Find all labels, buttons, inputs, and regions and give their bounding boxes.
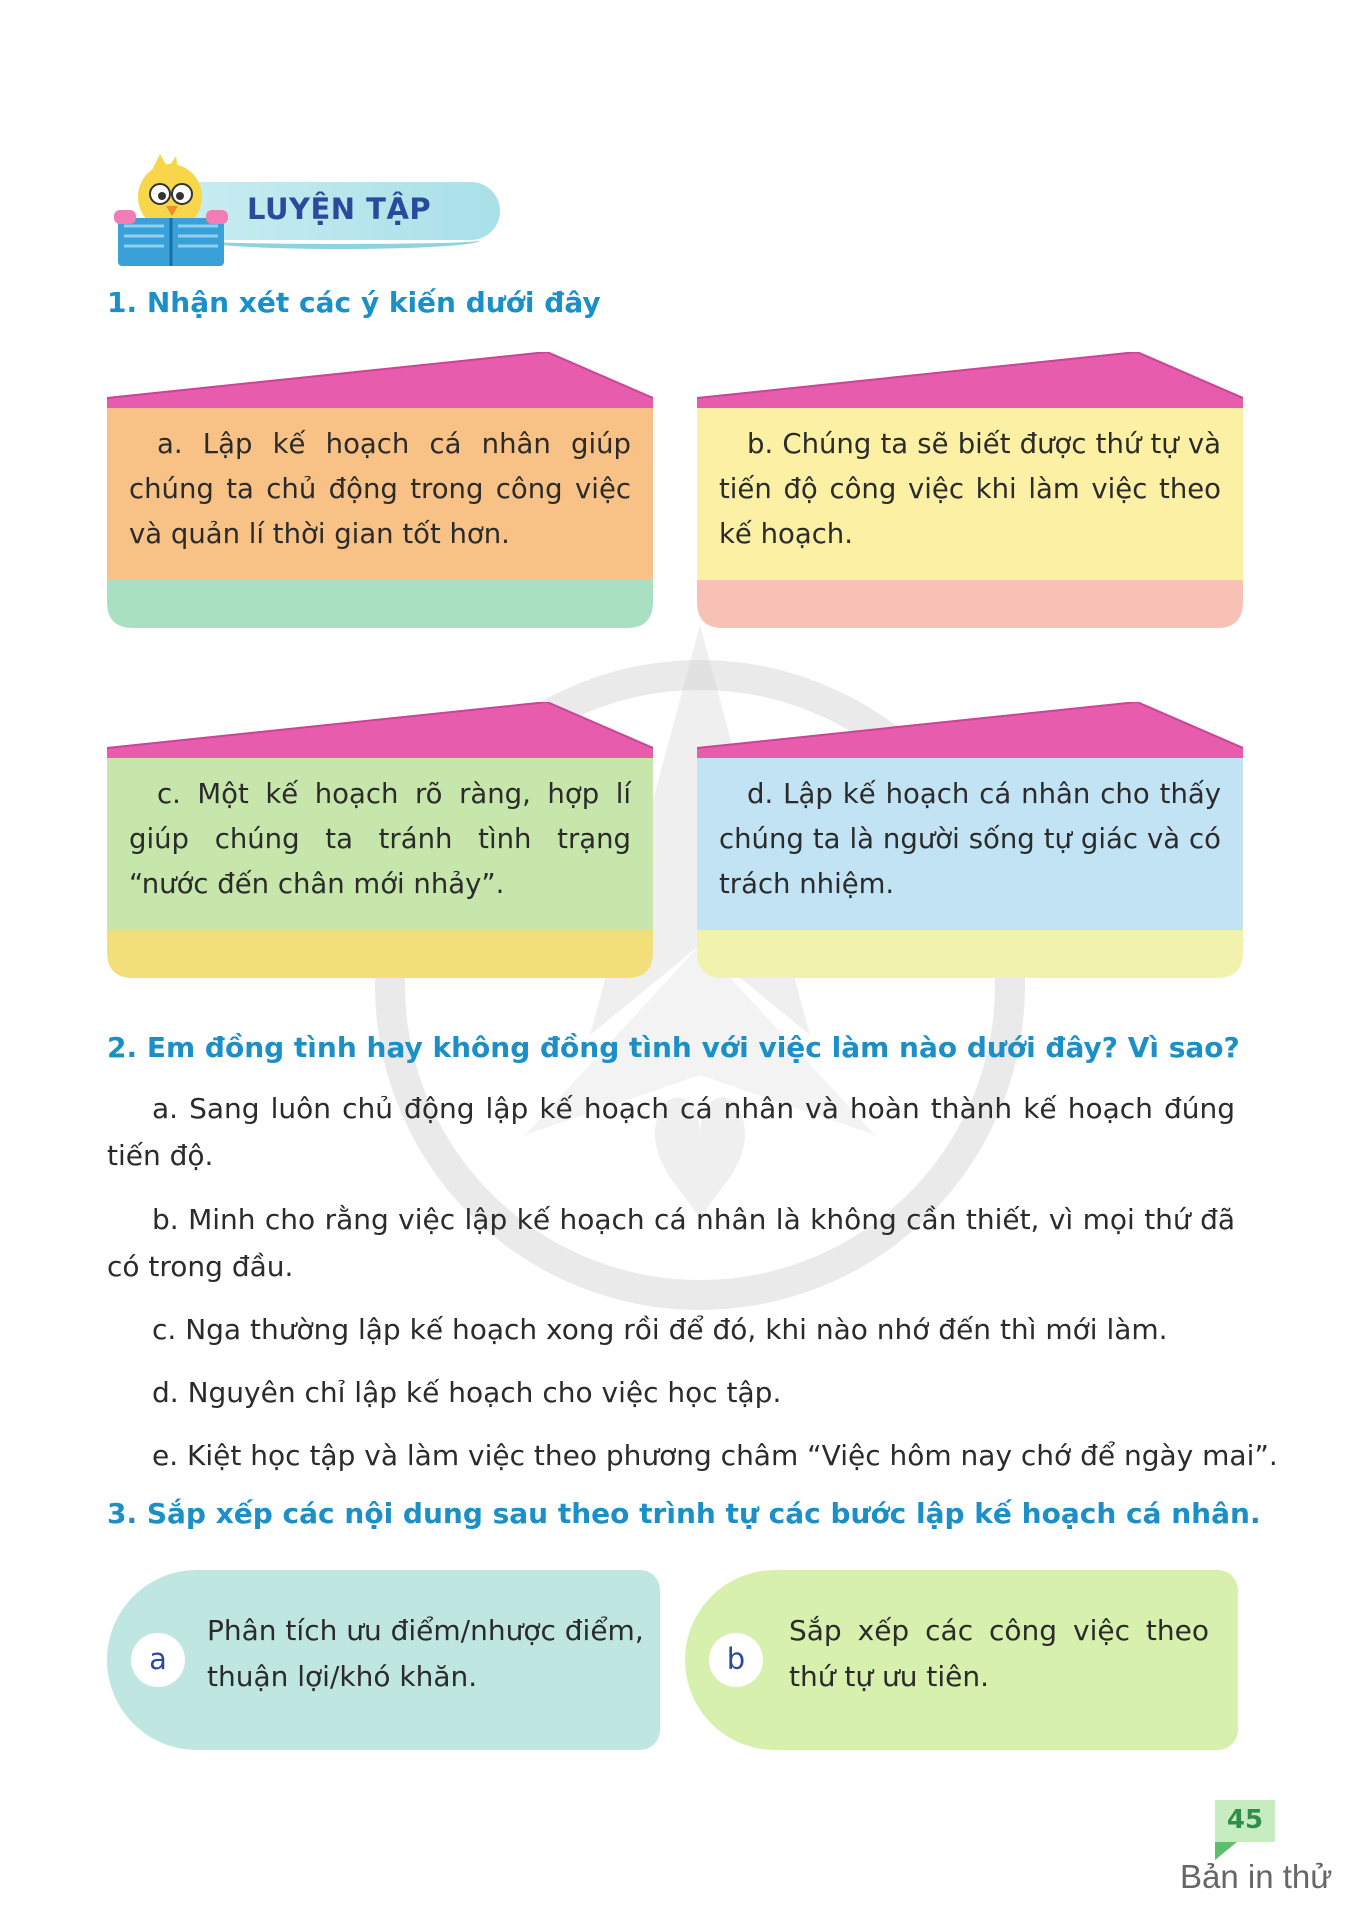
opinion-card-a-text: a. Lập kế hoạch cá nhân giúp chúng ta chủ động trong công việc và quản lí thời gian tốt hơn.	[129, 428, 631, 550]
page-number: 45	[1226, 1805, 1264, 1835]
section-2-item-b: b. Minh cho rằng việc lập kế hoạch cá nhân là không cần thiết, vì mọi thứ đã có trong đầu.	[107, 1203, 1235, 1283]
step-b-badge: b	[709, 1633, 763, 1687]
print-proof-label: Bản in thử	[1180, 1858, 1333, 1895]
mascot-bird-reading-icon	[112, 152, 232, 270]
opinion-card-c-text: c. Một kế hoạch rõ ràng, hợp lí giúp chúng ta tránh tình trạng “nước đến chân mới nhảy”.	[129, 778, 631, 900]
opinion-card-a	[107, 352, 653, 628]
section-1-heading: 1. Nhận xét các ý kiến dưới đây	[107, 286, 601, 319]
section-2-heading: 2. Em đồng tình hay không đồng tình với việc làm nào dưới đây? Vì sao?	[107, 1031, 1240, 1064]
step-a-badge: a	[131, 1633, 185, 1687]
section-2-item-d: d. Nguyên chỉ lập kế hoạch cho việc học tập.	[152, 1376, 782, 1409]
step-b-text: Sắp xếp các công việc theo thứ tự ưu tiên.	[789, 1614, 1209, 1693]
section-2-item-a: a. Sang luôn chủ động lập kế hoạch cá nhân và hoàn thành kế hoạch đúng tiến độ.	[107, 1092, 1235, 1172]
opinion-card-b	[697, 352, 1243, 628]
section-3-heading: 3. Sắp xếp các nội dung sau theo trình tự các bước lập kế hoạch cá nhân.	[107, 1497, 1261, 1530]
section-2-item-c: c. Nga thường lập kế hoạch xong rồi để đó, khi nào nhớ đến thì mới làm.	[152, 1313, 1168, 1346]
opinion-card-b-text: b. Chúng ta sẽ biết được thứ tự và tiến độ công việc khi làm việc theo kế hoạch.	[719, 428, 1221, 550]
banner-swoosh	[200, 232, 480, 249]
opinion-card-c	[107, 702, 653, 978]
step-box-a	[107, 1570, 660, 1750]
opinion-card-d-text: d. Lập kế hoạch cá nhân cho thấy chúng ta là người sống tự giác và có trách nhiệm.	[719, 778, 1221, 900]
page-title: LUYỆN TẬP	[247, 192, 432, 226]
step-a-text: Phân tích ưu điểm/nhược điểm, thuận lợi/khó khăn.	[207, 1614, 644, 1693]
step-box-b	[685, 1570, 1238, 1750]
opinion-card-d	[697, 702, 1243, 978]
section-2-item-e: e. Kiệt học tập và làm việc theo phương châm “Việc hôm nay chớ để ngày mai”.	[152, 1439, 1278, 1472]
